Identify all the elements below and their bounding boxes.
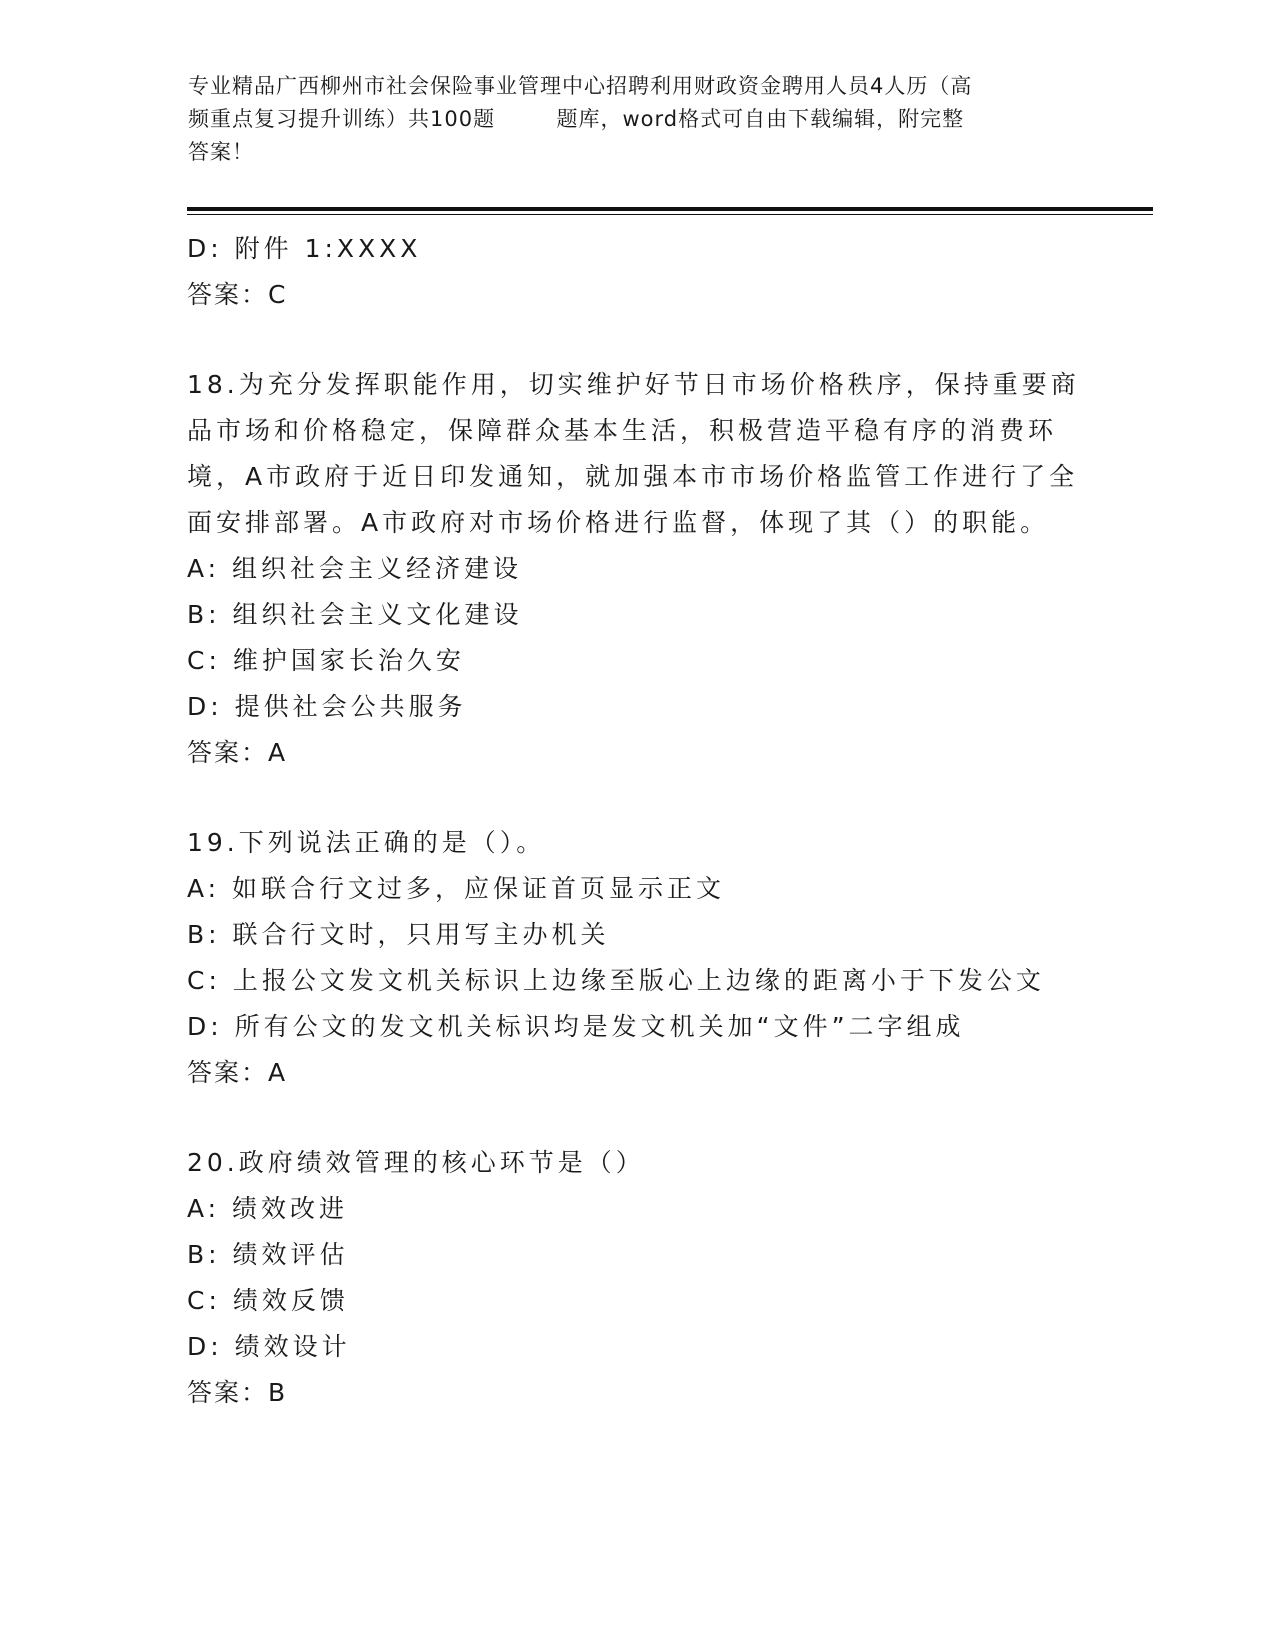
header-title-line-2: 频重点复习提升训练）共100题 题库，word格式可自由下载编辑，附完整 [188,107,965,131]
question-stem-line: 18.为充分发挥职能作用，切实维护好节日市场价格秩序，保持重要商 [187,370,1080,399]
header-divider-thin [187,214,1153,215]
header-title-line-1: 专业精品广西柳州市社会保险事业管理中心招聘利用财政资金聘用人员4人历（高 [188,74,973,98]
question-18 [187,362,1087,776]
option-d: D: 绩效设计 [187,1332,351,1361]
option-a: A: 组织社会主义经济建设 [187,554,523,583]
document-body [187,226,1087,1416]
question-stem-line: 境，A市政府于近日印发通知，就加强本市市场价格监管工作进行了全 [187,462,1079,491]
option-a: A: 绩效改进 [187,1194,349,1223]
option-c: C: 绩效反馈 [187,1286,349,1315]
option-d: D: 提供社会公共服务 [187,692,467,721]
option-b: B: 组织社会主义文化建设 [187,600,523,629]
header-divider-thick [187,207,1153,211]
question-stem-line: 品市场和价格稳定，保障群众基本生活，积极营造平稳有序的消费环 [187,416,1058,445]
option-b: B: 绩效评估 [187,1240,349,1269]
question-stem-line: 20.政府绩效管理的核心环节是（） [187,1148,645,1177]
question-stem-line: 面安排部署。A市政府对市场价格进行监督，体现了其（）的职能。 [187,508,1050,537]
option-c: C: 维护国家长治久安 [187,646,465,675]
answer-line: 答案：A [187,738,288,767]
option-c: C: 上报公文发文机关标识上边缘至版心上边缘的距离小于下发公文 [187,966,1045,995]
header-title-line-3: 答案！ [188,140,254,164]
question-stem-line: 19.下列说法正确的是（）。 [187,828,546,857]
question-19 [187,820,1087,1096]
question-20 [187,1140,1087,1416]
answer-line: 答案：A [187,1058,288,1087]
document-header [188,70,1088,169]
answer-line: 答案：B [187,1378,288,1407]
option-b: B: 联合行文时，只用写主办机关 [187,920,610,949]
option-d: D: 所有公文的发文机关标识均是发文机关加“文件”二字组成 [187,1012,965,1041]
option-a: A: 如联合行文过多，应保证首页显示正文 [187,874,726,903]
previous-option-d: D: 附件 1:XXXX [187,234,422,263]
previous-answer: 答案：C [187,280,288,309]
